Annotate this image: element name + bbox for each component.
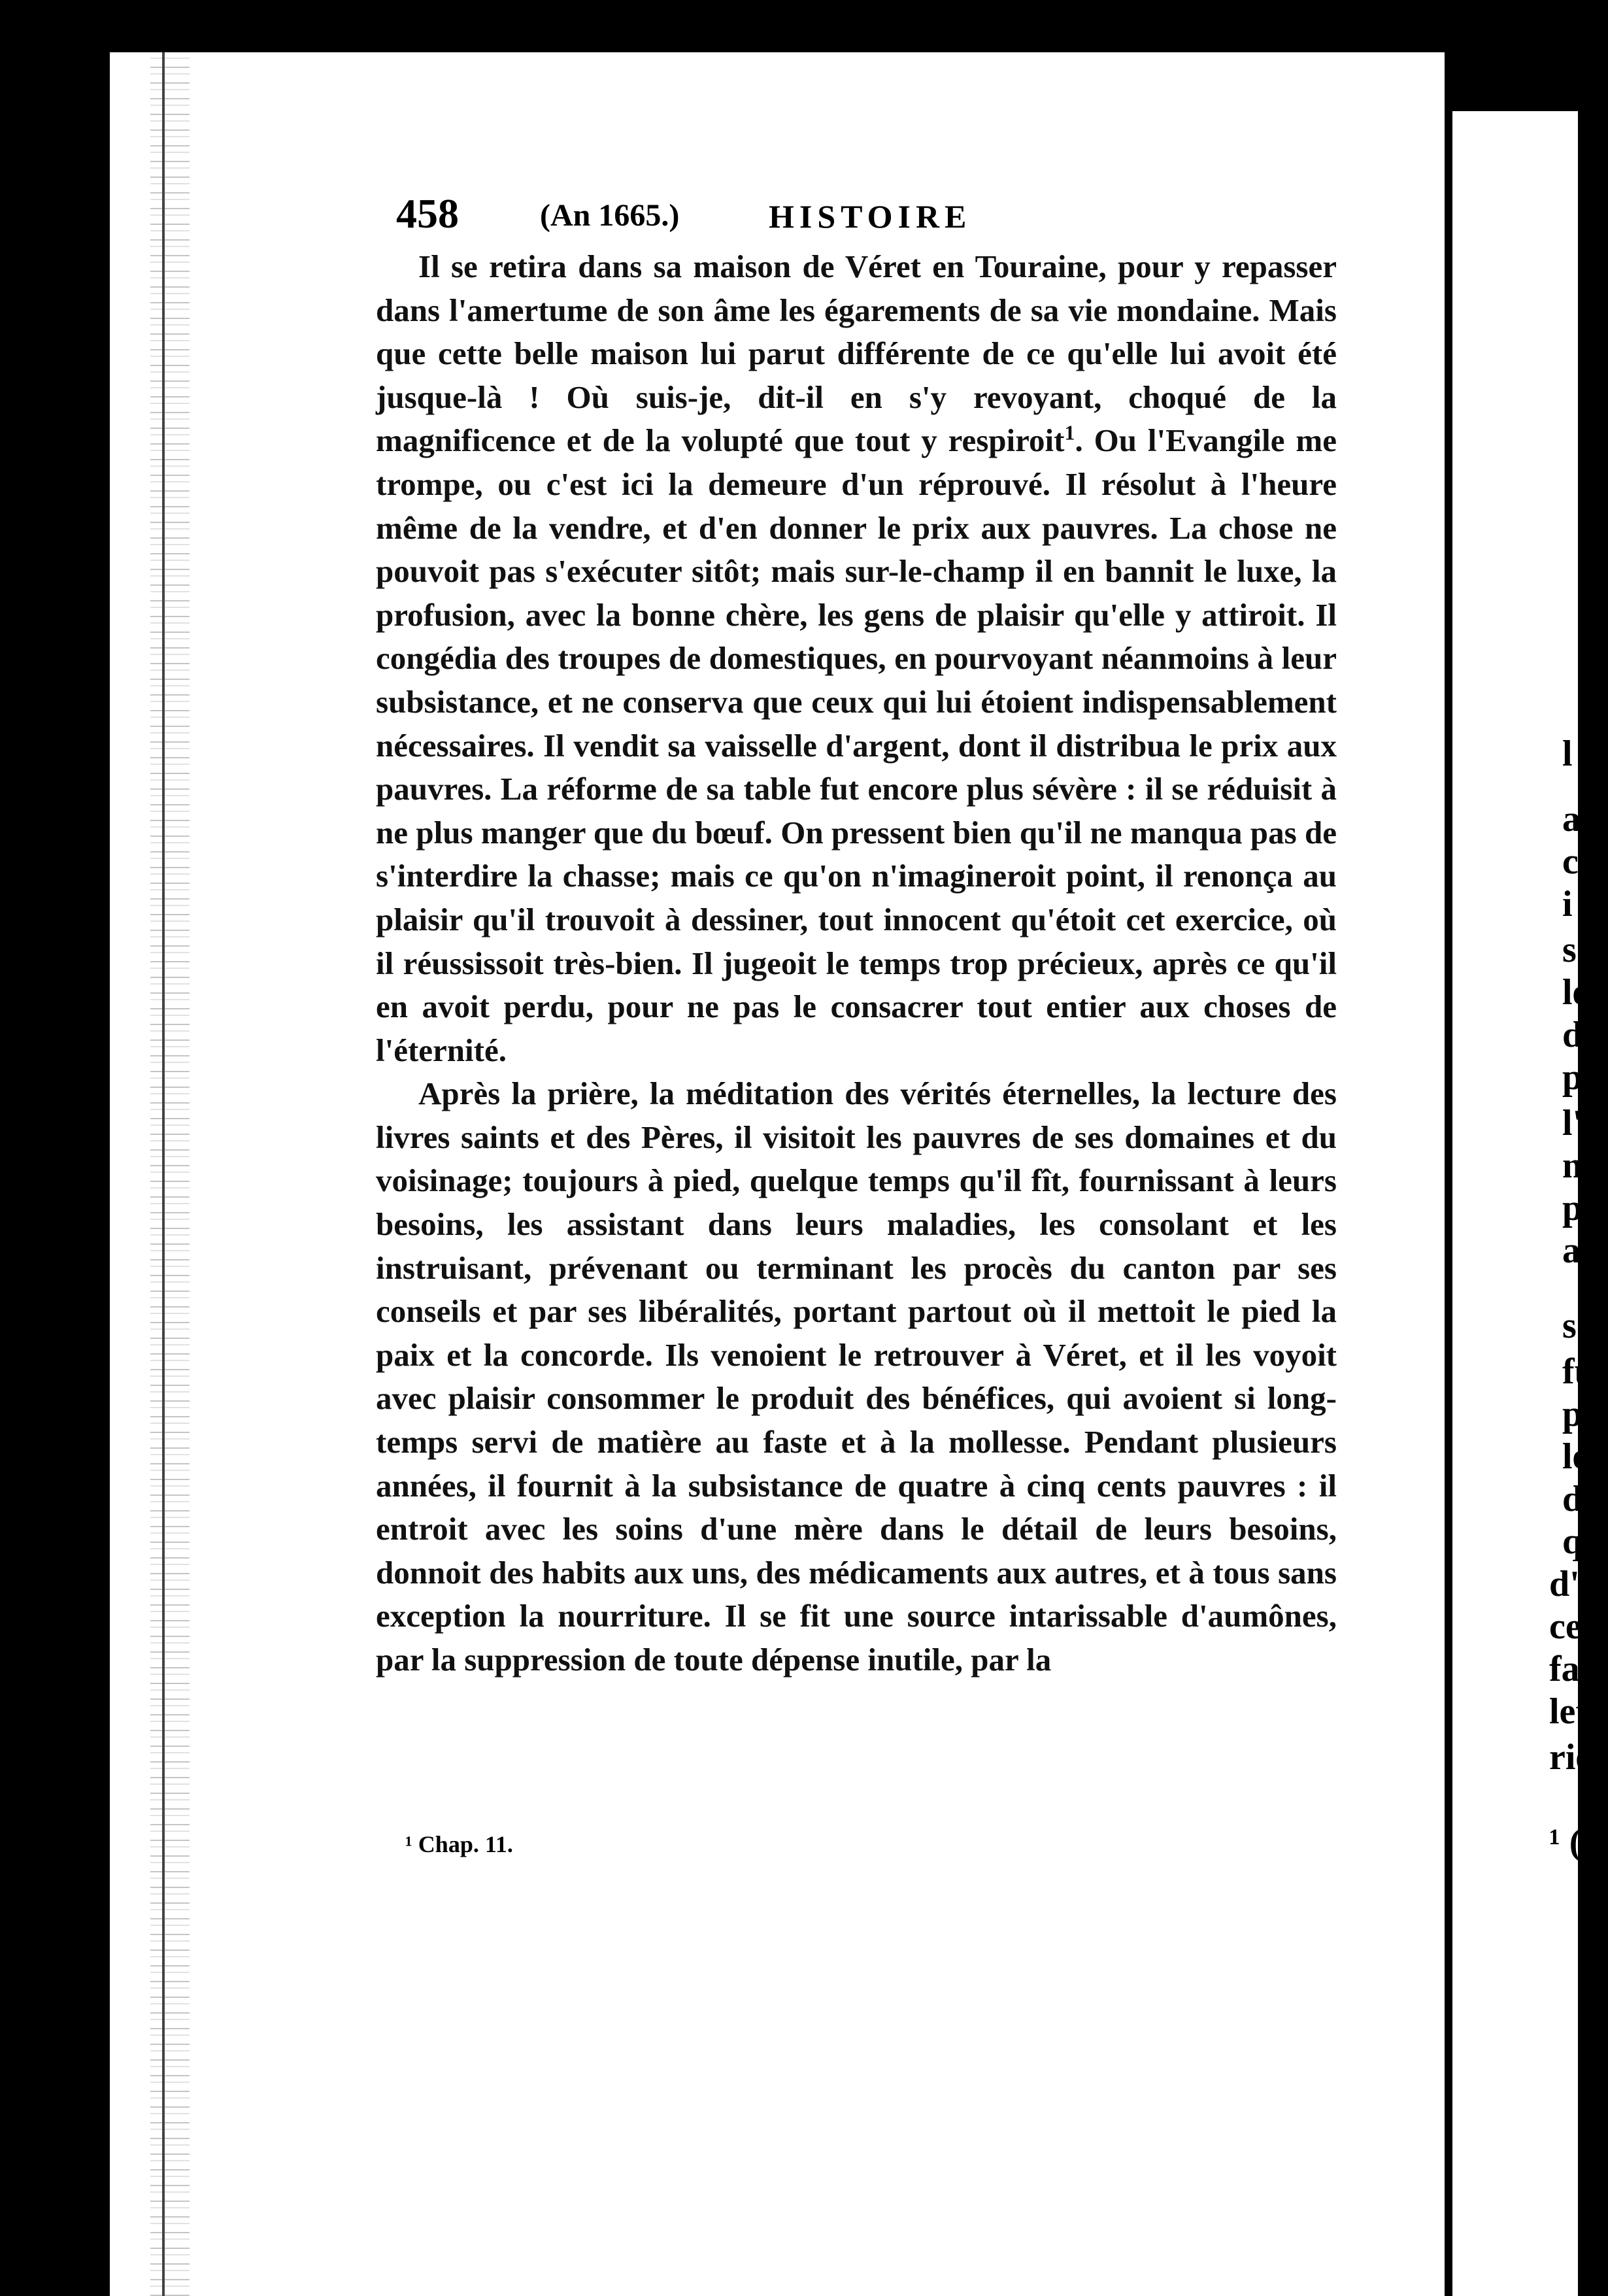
- facing-page-fragment: fu: [1562, 1351, 1595, 1392]
- facing-page: [1452, 111, 1578, 2296]
- facing-page-fragment: rier: [1549, 1737, 1608, 1778]
- facing-page-fragment: dé: [1562, 1479, 1599, 1519]
- main-text: [376, 245, 1337, 1682]
- facing-page-fragment: ph: [1562, 1394, 1603, 1434]
- paragraph-2: Après la prière, la méditation des vérités éternelles, la lecture des livres saints et des Pères, il visitoit les pauvres de ses domaines et du voisinage; toujours à pied, quelque temps qu'il fît, fournissant à leurs besoins, les assistant dans leurs maladies, les consolant et les instruisant, prévenant ou terminant les procès du canton par ses conseils et par ses libéralités, portant partout où il mettoit le pied la paix et la concorde. Ils venoient le retrouver à Véret, et il les voyoit avec plaisir consommer le produit des bénéfices, qui avoient si long-temps servi de matière au faste et à la mollesse. Pendant plusieurs années, il fournit à la subsistance de quatre à cinq cents pauvres : il entroit avec les soins d'une mère dans le détail de leurs besoins, donnoit des habits aux uns, des médicaments aux autres, et à tous sans exception la nourriture. Il se fit une source intarissable d'aumônes, par la suppression de toute dépense inutile, par la: [376, 1075, 1337, 1678]
- facing-page-fragment: so: [1562, 1306, 1595, 1346]
- paragraph-1-part-b: . Ou l'Evangile me trompe, ou c'est ici la demeure d'un réprouvé. Il résolut à l'heure même de la vendre, et d'en donner le prix aux pauvres. La chose ne pouvoit pas s'exécuter sitôt; mais sur-le-champ il en bannit le luxe, la profusion, avec la bonne chère, les gens de plaisir qu'elle y attiroit. Il congédia des troupes de domestiques, en pourvoyant néanmoins à leur subsistance, et ne conserva que ceux qui lui étoient indispensablement nécessaires. Il vendit sa vaisselle d'argent, dont il distribua le prix aux pauvres. La réforme de sa table fut encore plus sévère : il se réduisit à ne plus manger que du bœuf. On pressent bien qu'il ne manqua pas de s'interdire la chasse; mais ce qu'on n'imagineroit point, il renonça au plaisir qu'il trouvoit à dessiner, tout innocent qu'étoit cet exercice, où il réussissoit très-bien. Il jugeoit le temps trop précieux, après ce qu'il en avoit perdu, pour ne pas le consacrer tout entier aux choses de l'éternité.: [376, 422, 1337, 1068]
- facing-page-fragment: ces: [1549, 1606, 1596, 1647]
- facing-page-fragment: l': [1562, 1103, 1583, 1143]
- facing-page-fragment: af: [1562, 1230, 1593, 1271]
- facing-page-fragment: d: [1562, 1015, 1583, 1055]
- facing-page-fragment: p: [1562, 1057, 1583, 1098]
- facing-page-fragment: i: [1562, 884, 1573, 924]
- facing-page-fragment: ¹ (: [1549, 1822, 1582, 1863]
- facing-page-fragment: s: [1562, 930, 1577, 970]
- page-number: 458: [396, 190, 459, 237]
- running-header: [396, 190, 1377, 242]
- paragraph-1: [376, 245, 1337, 1072]
- page-edge-rule: [162, 52, 165, 2296]
- binding-edge: [150, 52, 190, 2296]
- facing-page-fragment: fai: [1549, 1649, 1590, 1689]
- running-title: HISTOIRE: [769, 198, 972, 235]
- facing-page-fragment: c: [1562, 841, 1579, 882]
- facing-page-fragment: le: [1562, 972, 1589, 1013]
- paragraph-1-part-a: Il se retira dans sa maison de Véret en Touraine, pour y repasser dans l'amertume de son âme les égarements de sa vie mondaine. Mais que cette belle maison lui parut différente de ce qu'elle lui avoit été jusque-là ! Où suis-je, dit-il en s'y revoyant, choqué de la magnificence et de la volupté que tout y respiroit: [376, 248, 1337, 459]
- facing-page-fragment: le: [1562, 1436, 1589, 1477]
- footnote-reference: 1: [1064, 421, 1075, 445]
- facing-page-fragment: d'u: [1549, 1564, 1600, 1604]
- facing-page-fragment: a: [1562, 799, 1581, 839]
- facing-page-fragment: m: [1562, 1145, 1593, 1186]
- facing-page-fragment: pr: [1562, 1188, 1599, 1228]
- facing-page-fragment: qu: [1562, 1521, 1603, 1562]
- year-label: (An 1665.): [540, 198, 680, 233]
- facing-page-fragment: l: [1562, 734, 1573, 774]
- footnote: ¹ Chap. 11.: [405, 1831, 513, 1857]
- facing-page-fragment: lett: [1549, 1691, 1600, 1732]
